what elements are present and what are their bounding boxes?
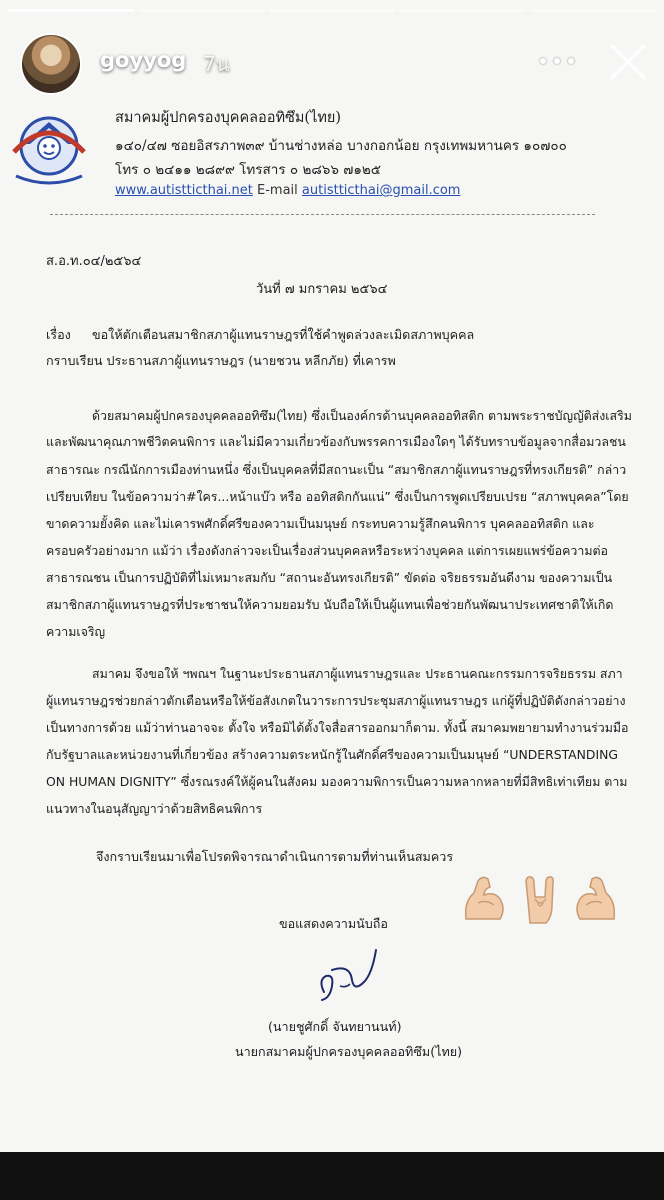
website-link[interactable]: www.autistticthai.net <box>115 183 253 198</box>
avatar[interactable] <box>20 33 82 95</box>
progress-segment <box>138 9 264 12</box>
flexed-biceps-icon <box>572 873 620 927</box>
email-label: E-mail <box>257 183 298 198</box>
progress-segment <box>8 9 134 12</box>
story-username[interactable]: goyyog <box>100 48 187 72</box>
signature-icon <box>310 930 390 1010</box>
flexed-biceps-icon <box>460 873 508 927</box>
paragraph2-line: กับรัฐบาลและหน่วยงานที่เกี่ยวข้อง สร้างความตระหนักรู้ในศักดิ์ศรีของความเป็นมนุษย์ “UNDERSTANDING <box>46 747 618 762</box>
document-number: ส.อ.ท.๐๔/๒๕๖๔ <box>46 254 142 269</box>
paragraph2-line: แนวทางในอนุสัญญาว่าด้วยสิทธิคนพิการ <box>46 801 263 816</box>
document-date: วันที่ ๗ มกราคม ๒๕๖๔ <box>256 282 388 297</box>
paragraph1-line: ขาดความยั้งคิด และไม่เคารพศักดิ์ศรีของความเป็นมนุษย์ กระทบความรู้สึกคนพิการ บุคคลออทิสติก และ <box>46 516 595 531</box>
progress-segment <box>530 9 656 12</box>
org-phone: โทร ๐ ๒๔๑๑ ๒๘๙๙ โทรสาร ๐ ๒๘๖๖ ๗๑๒๕ <box>115 162 382 178</box>
paragraph1-line: สาธารณะ กรณีนักการเมืองท่านหนึ่ง ซึ่งเป็นบุคคลที่มีสถานะเป็น “สมาชิกสภาผู้แทนราษฎรที่ทรงเกียรติ” กล่าว <box>46 462 627 477</box>
paragraph1-line: และพัฒนาคุณภาพชีวิตคนพิการ และไม่มีความเกี่ยวข้องกับพรรคการเมืองใดๆ ได้รับทราบข้อมูลจากสื่อมวลชน <box>46 434 626 449</box>
email-link[interactable]: autistticthai@gmail.com <box>301 183 461 198</box>
paragraph1-line: เปรียบเทียบ ในข้อความว่า#ใคร...หน้าแบ๊ว หรือ ออทิสติกกันแน่” ซึ่งเป็นการพูดเปรียบเปรย “สภาพบุคคล”โดย <box>46 489 629 504</box>
subject-text: ขอให้ตักเตือนสมาชิกสภาผู้แทนราษฎรที่ใช้คำพูดล่วงละเมิดสภาพบุคคล <box>92 327 475 342</box>
paragraph1-line: ครอบครัวอย่างมาก แม้ว่า เรื่องดังกล่าวจะเป็นเรื่องส่วนบุคคลหรือระหว่างบุคคล แต่การเผยแพร่ข้อความต่อ <box>46 543 608 558</box>
closing-line: จึงกราบเรียนมาเพื่อโปรดพิจารณาดำเนินการตามที่ท่านเห็นสมควร <box>96 849 454 864</box>
paragraph2-line: ผู้แทนราษฎรช่วยกล่าวตักเตือนหรือให้ข้อสังเกตในวาระการประชุมสภาผู้แทนราษฎร แก่ผู้ที่ปฏิบัติดังกล่าวอย่าง <box>46 693 626 708</box>
progress-segment <box>399 9 525 12</box>
story-time-ago: 7น <box>203 52 230 76</box>
sign-of-horns-icon <box>516 873 564 927</box>
paragraph1-line: ด้วยสมาคมผู้ปกครองบุคคลออทิซึม(ไทย) ซึ่งเป็นองค์กรด้านบุคคลออทิสติก ตามพระราชบัญญัติส่งเสริม <box>92 408 632 423</box>
signer-name: (นายชูศักดิ์ จันทยานนท์) <box>268 1019 402 1034</box>
story-progress-bar <box>8 9 656 12</box>
paragraph2-line: สมาคม จึงขอให้ ฯพณฯ ในฐานะประธานสภาผู้แทนราษฎรและ ประธานคณะกรรมการจริยธรรม สภา <box>92 666 623 681</box>
paragraph1-line: สาธารณชน เป็นการปฏิบัติที่ไม่เหมาะสมกับ “สถานะอันทรงเกียรติ” ขัดต่อ จริยธรรมอันดีงาม ของความเป็น <box>46 570 613 585</box>
regards-line: ขอแสดงความนับถือ <box>279 916 388 931</box>
paragraph2-line: ON HUMAN DIGNITY” ซึ่งรณรงค์ให้ผู้คนในสังคม มองความพิการเป็นความหลากหลายที่มีสิทธิเท่าเทียม ตาม <box>46 774 628 789</box>
org-address: ๑๔๐/๔๗ ซอยอิสรภาพ๓๙ บ้านช่างหล่อ บางกอกน้อย กรุงเทพมหานคร ๑๐๗๐๐ <box>115 138 567 154</box>
close-icon[interactable] <box>608 42 648 82</box>
paragraph1-line: สมาชิกสภาผู้แทนราษฎรที่ประชาชนให้ความยอมรับ นับถือให้เป็นผู้แทนเพื่อช่วยกันพัฒนาประเทศชาติให้เกิด <box>46 597 614 612</box>
letterhead-divider <box>50 214 595 215</box>
subject-label: เรื่อง <box>46 327 71 342</box>
story-bottom-bar <box>0 1152 664 1200</box>
association-logo-icon <box>4 104 94 194</box>
org-name: สมาคมผู้ปกครองบุคคลออทิซึม(ไทย) <box>115 110 342 126</box>
progress-segment <box>269 9 395 12</box>
sticker-group[interactable] <box>460 873 620 927</box>
signer-title: นายกสมาคมผู้ปกครองบุคคลออทิซึม(ไทย) <box>235 1044 463 1059</box>
salutation: กราบเรียน ประธานสภาผู้แทนราษฎร (นายชวน หลีกภัย) ที่เคารพ <box>46 353 396 368</box>
more-icon[interactable] <box>540 50 574 72</box>
contact-line <box>115 183 460 198</box>
paragraph2-line: เป็นทางการด้วย แม้ว่าท่านอาจจะ ตั้งใจ หรือมิได้ตั้งใจสื่อสารออกมาก็ตาม. ทั้งนี้ สมาคมพยายามทำงานร่วมมือ <box>46 720 629 735</box>
paragraph1-line: ความเจริญ <box>46 624 106 639</box>
